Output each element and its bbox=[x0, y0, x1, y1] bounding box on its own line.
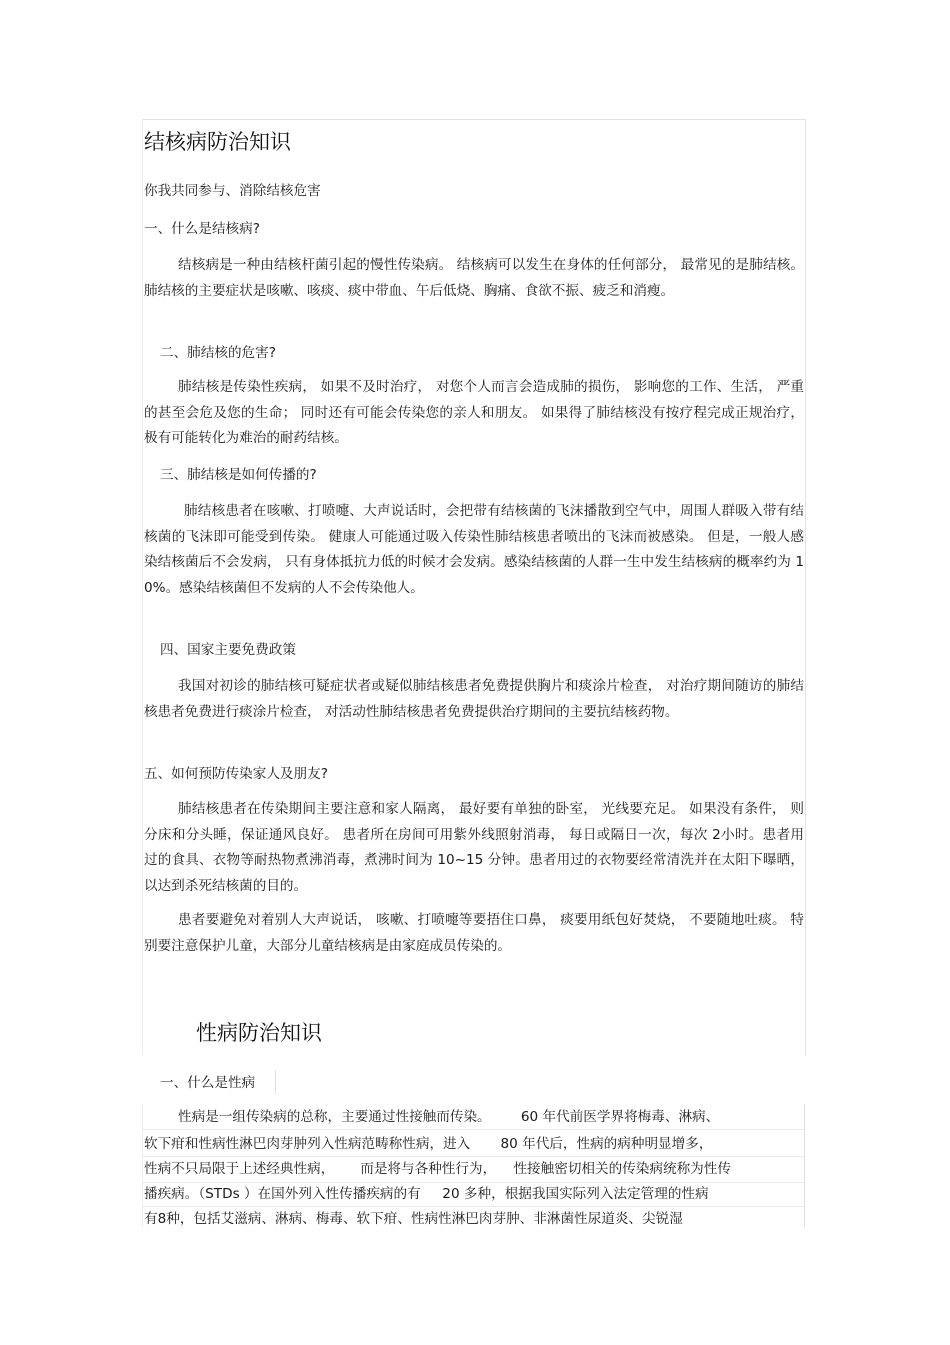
std-line-4: 播疾病。（STDs ）在国外列入性传播疾病的有 20 多种，根据我国实际列入法定管理的性病 bbox=[144, 1186, 709, 1202]
section-title-std: 性病防治知识 bbox=[196, 1021, 322, 1045]
paragraph-tb-spread: 肺结核患者在咳嗽、打喷嚏、大声说话时，会把带有结核菌的飞沫播散到空气中，周围人群吸入带有结核菌的飞沫即可能受到传染。 健康人可能通过吸入传染性肺结核患者喷出的飞沫而被感染。 但是，一般人感染结核菌后不会发病， 只有身体抵抗力低的时候才会发病。感染结核菌的人群一生中发生结核病的概率约为 10%。感染结核菌但不发病的人不会传染他人。 bbox=[144, 503, 804, 596]
subtitle: 你我共同参与、消除结核危害 bbox=[144, 183, 321, 199]
std-line-2: 软下疳和性病性淋巴肉芽肿列入性病范畴称性病，进入 80 年代后，性病的病种明显增多， bbox=[144, 1136, 713, 1152]
paragraph-avoid-spread: 患者要避免对着别人大声说话， 咳嗽、打喷嚏等要捂住口鼻， 痰要用纸包好焚烧， 不要随地吐痰。 特别要注意保护儿童，大部分儿童结核病是由家庭成员传染的。 bbox=[144, 912, 804, 954]
row-divider bbox=[142, 1156, 805, 1157]
heading-tb-harm: 二、肺结核的危害? bbox=[160, 345, 276, 361]
heading-tb-spread: 三、肺结核是如何传播的? bbox=[160, 467, 317, 483]
row-divider bbox=[142, 1182, 805, 1183]
heading-free-policy: 四、国家主要免费政策 bbox=[160, 642, 296, 658]
page-title: 结核病防治知识 bbox=[144, 130, 291, 154]
heading-prevent-spread: 五、如何预防传染家人及朋友? bbox=[144, 766, 328, 782]
row-divider bbox=[142, 1206, 805, 1207]
paragraph-tb-harm: 肺结核是传染性疾病， 如果不及时治疗， 对您个人而言会造成肺的损伤， 影响您的工作、生活， 严重的甚至会危及您的生命； 同时还有可能会传染您的亲人和朋友。 如果得了肺结核没有按疗程完成正规治疗，极有可能转化为难治的耐药结核。 bbox=[144, 379, 804, 446]
paragraph-what-is-tb: 结核病是一种由结核杆菌引起的慢性传染病。 结核病可以发生在身体的任何部分， 最常见的是肺结核。肺结核的主要症状是咳嗽、咳痰、痰中带血、午后低烧、胸痛、食欲不振、疲乏和消瘦。 bbox=[144, 257, 804, 299]
std-line-1: 性病是一组传染病的总称，主要通过性接触而传染。 60 年代前医学界将梅毒、淋病、 bbox=[178, 1109, 720, 1125]
row-divider bbox=[142, 1129, 805, 1130]
std-line-3: 性病不只局限于上述经典性病， 而是将与各种性行为， 性接触密切相关的传染病统称为性传 bbox=[144, 1161, 731, 1177]
heading-what-is-std: 一、什么是性病 bbox=[160, 1075, 256, 1091]
heading-what-is-tb: 一、什么是结核病? bbox=[144, 221, 260, 237]
paragraph-prevent-spread: 肺结核患者在传染期间主要注意和家人隔离， 最好要有单独的卧室， 光线要充足。 如果没有条件， 则分床和分头睡，保证通风良好。 患者所在房间可用紫外线照射消毒， 每日或隔日一次，每次 2小时。患者用过的食具、衣物等耐热物煮沸消毒，煮沸时间为 10~15 分钟。患者用过的衣物要经常清洗并在太阳下曝晒，以达到杀死结核菌的目的。 bbox=[144, 801, 804, 894]
std-line-5: 有8种，包括艾滋病、淋病、梅毒、软下疳、性病性淋巴肉芽肿、非淋菌性尿道炎、尖锐湿 bbox=[144, 1211, 683, 1227]
paragraph-free-policy: 我国对初诊的肺结核可疑症状者或疑似肺结核患者免费提供胸片和痰涂片检查， 对治疗期间随访的肺结核患者免费进行痰涂片检查， 对活动性肺结核患者免费提供治疗期间的主要抗结核药物。 bbox=[144, 678, 804, 720]
